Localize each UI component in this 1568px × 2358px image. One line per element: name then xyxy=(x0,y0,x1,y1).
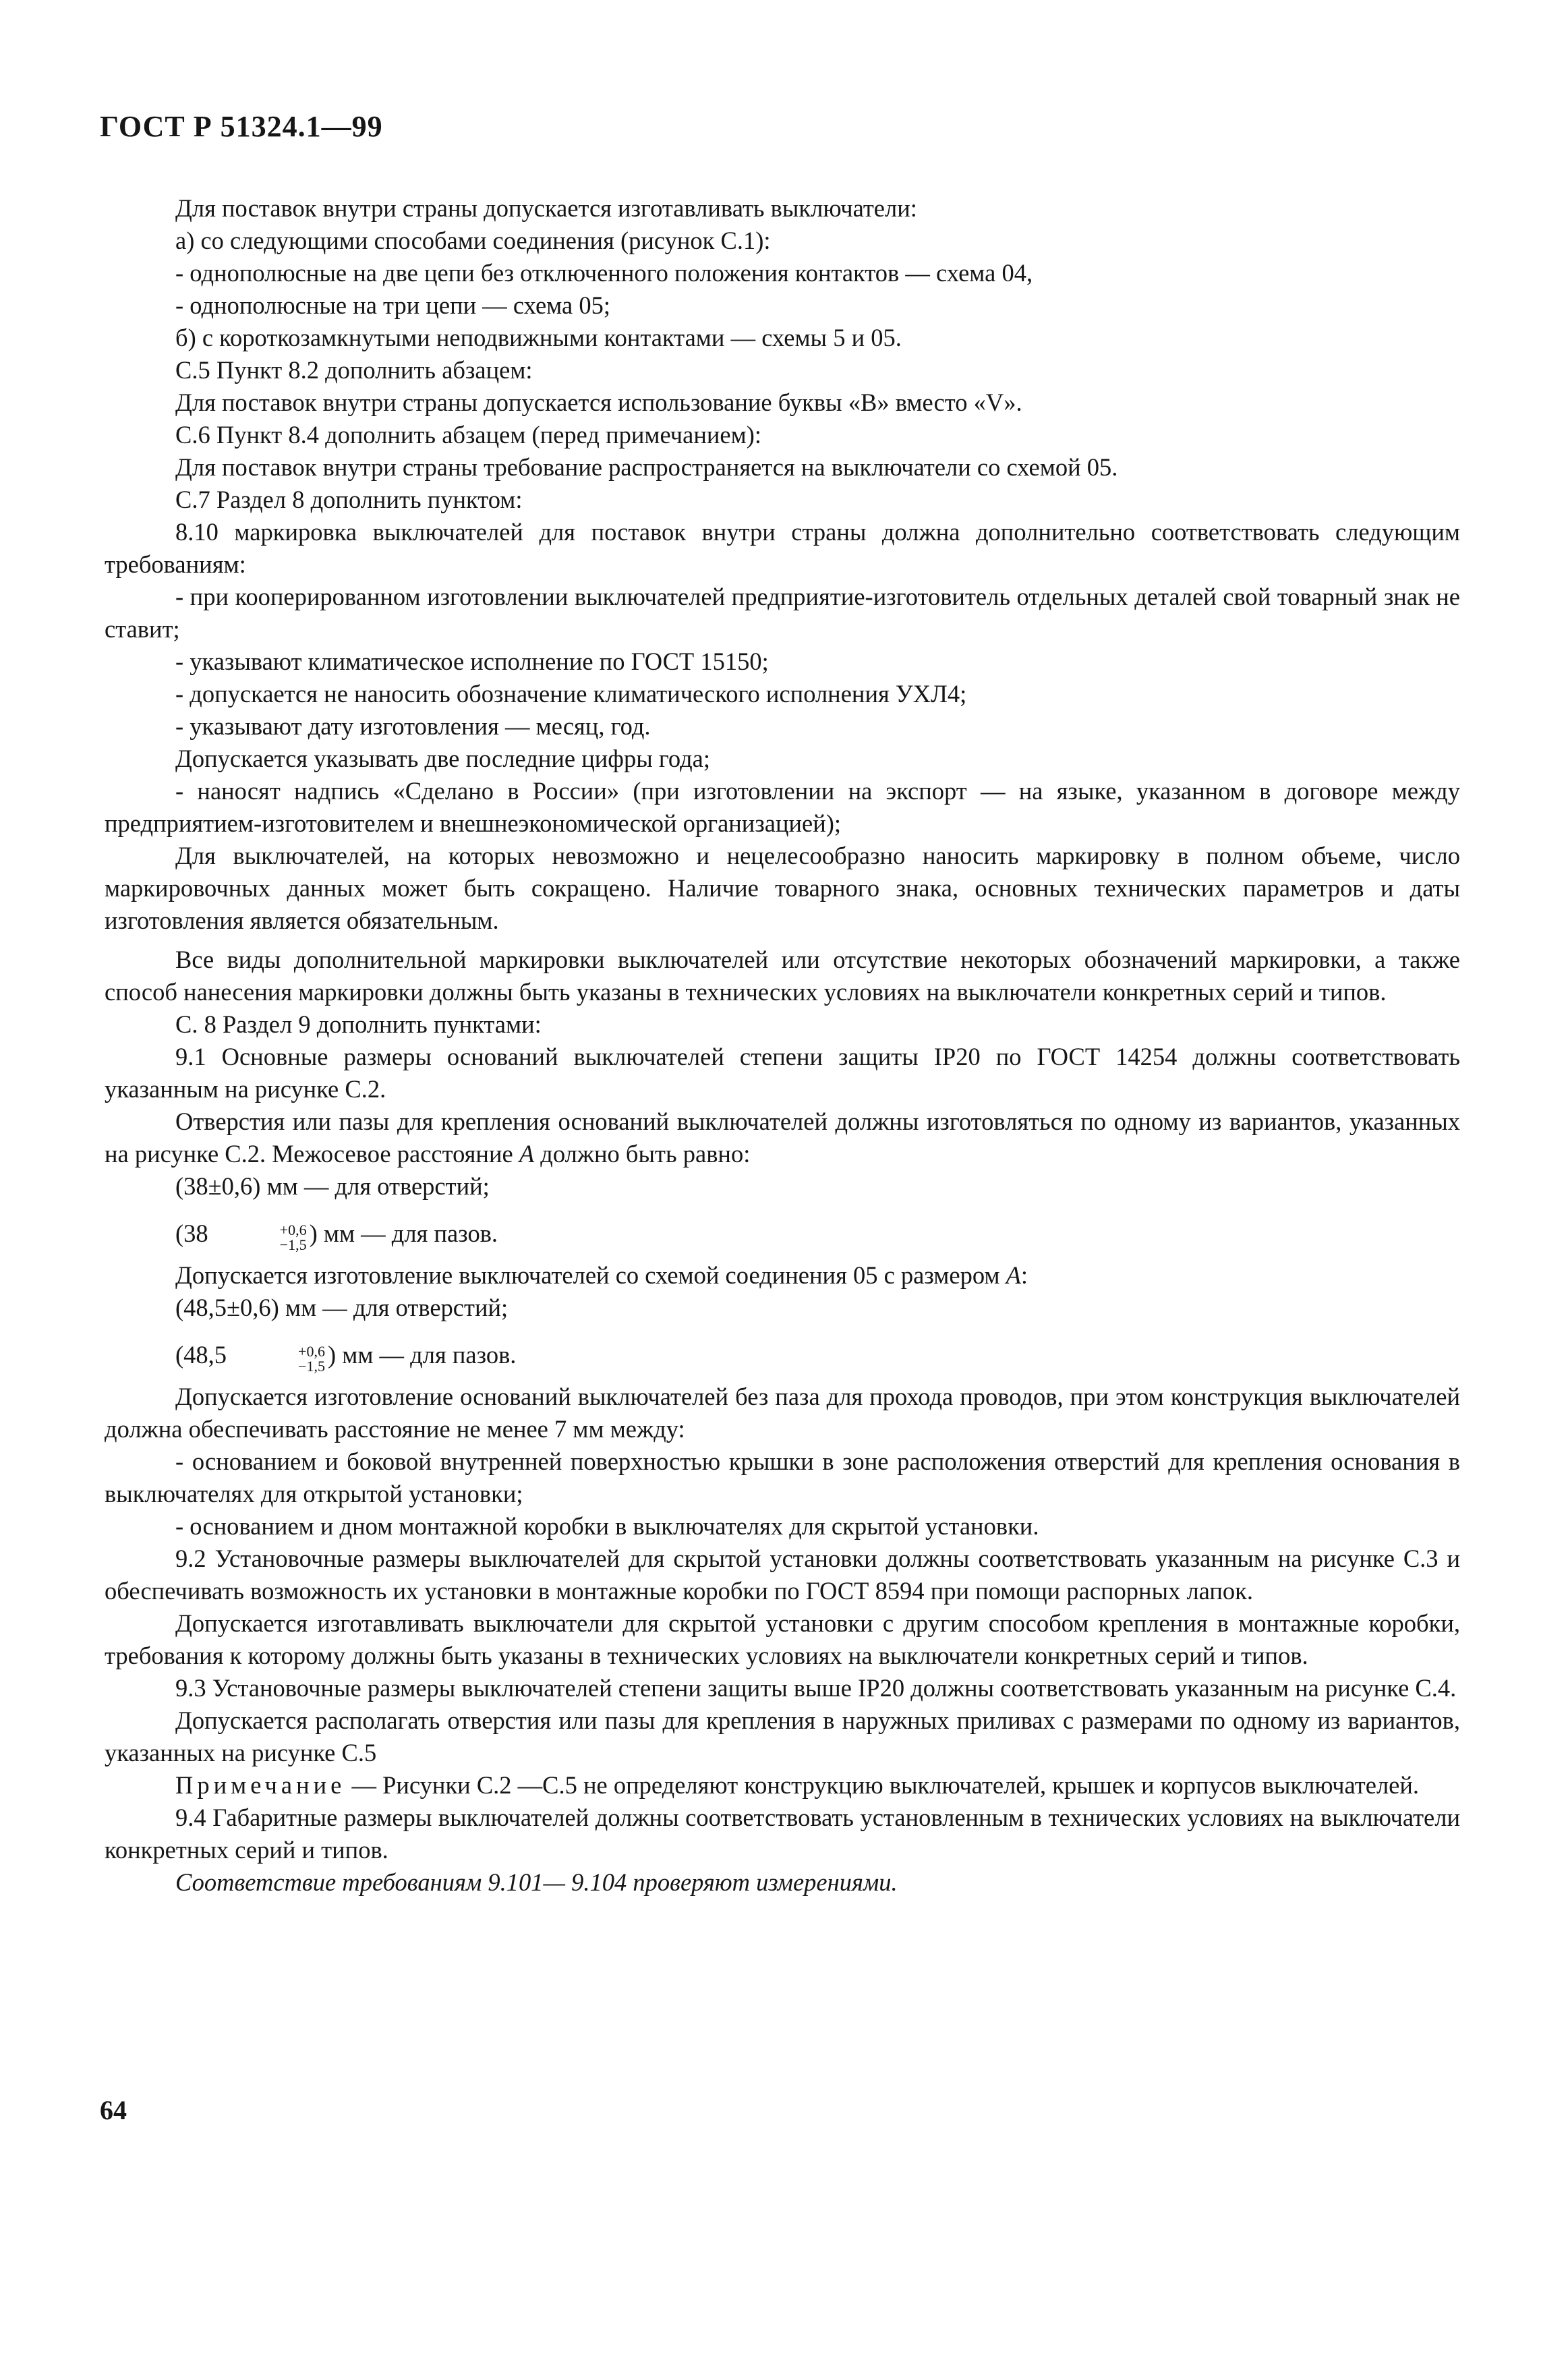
paragraph: Допускается располагать отверстия или пазы для крепления в наружных приливах с размерами по одному из вариантов, указанных на рисунке С.5 xyxy=(105,1706,1460,1766)
page-number: 64 xyxy=(100,2095,127,2125)
tolerance-upper: +0,6 xyxy=(298,1343,325,1360)
tolerance-lower: −1,5 xyxy=(279,1236,307,1253)
paragraph: Допускается изготовление оснований выключателей без паза для прохода проводов, при этом конструкция выключателей должна обеспечивать расстояние не менее 7 мм между: xyxy=(105,1383,1460,1443)
tolerance-lower: −1,5 xyxy=(298,1358,325,1375)
paragraph: Для поставок внутри страны допускается использование буквы «В» вместо «V». xyxy=(175,389,1022,416)
paragraph: а) со следующими способами соединения (рисунок С.1): xyxy=(175,227,771,254)
list-item: - однополюсные на две цепи без отключенного положения контактов — схема 04, xyxy=(175,259,1033,287)
list-item: - указывают дату изготовления — месяц, год. xyxy=(175,712,651,740)
document-body xyxy=(105,192,1460,1899)
list-item: - однополюсные на три цепи — схема 05; xyxy=(175,291,610,319)
note-label: Примечание xyxy=(175,1771,346,1799)
paragraph: 9.3 Установочные размеры выключателей степени защиты выше IP20 должны соответствовать указанным на рисунке С.4. xyxy=(175,1674,1457,1702)
paragraph: Для поставок внутри страны требование распространяется на выключатели со схемой 05. xyxy=(175,453,1118,481)
paragraph: Для поставок внутри страны допускается изготавливать выключатели: xyxy=(175,194,917,222)
section-heading: С. 8 Раздел 9 дополнить пунктами: xyxy=(175,1010,542,1038)
variable-a: А xyxy=(519,1140,535,1168)
paragraph: 8.10 маркировка выключателей для поставок внутри страны должна дополнительно соответствовать следующим требованиям: xyxy=(105,518,1460,578)
note-text: — Рисунки С.2 —С.5 не определяют конструкцию выключателей, крышек и корпусов выключателей. xyxy=(345,1771,1420,1799)
paragraph-text: Допускается изготовление выключателей со схемой соединения 05 с размером xyxy=(175,1261,1006,1289)
paragraph: Для выключателей, на которых невозможно и нецелесообразно наносить маркировку в полном объеме, число маркировочных данных может быть сокращено. Наличие товарного знака, основных технических параметров и даты изготовления является обязательным. xyxy=(105,842,1460,934)
paragraph-text: : xyxy=(1020,1261,1028,1289)
paragraph: Допускается указывать две последние цифры года; xyxy=(175,745,711,772)
dimension-line: (38±0,6) мм — для отверстий; xyxy=(175,1172,490,1200)
paragraph xyxy=(105,1105,1460,1170)
dimension-base: (48,5 xyxy=(175,1341,227,1369)
paragraph: 9.1 Основные размеры оснований выключателей степени защиты IP20 по ГОСТ 14254 должны соответствовать указанным на рисунке С.2. xyxy=(105,1043,1460,1103)
note xyxy=(105,1769,1460,1802)
paragraph-text: Отверстия или пазы для крепления оснований выключателей должны изготовляться по одному из вариантов, указанных на рисунке С.2. Межосевое расстояние xyxy=(105,1108,1460,1168)
dimension-base: (38 xyxy=(175,1219,208,1247)
verification-note: Соответствие требованиям 9.101— 9.104 проверяют измерениями. xyxy=(175,1868,898,1896)
section-heading: С.7 Раздел 8 дополнить пунктом: xyxy=(175,486,523,513)
list-item: - основанием и боковой внутренней поверхностью крышки в зоне расположения отверстий для крепления основания в выключателях для открытой установки; xyxy=(105,1447,1460,1507)
paragraph: Все виды дополнительной маркировки выключателей или отсутствие некоторых обозначений маркировки, а также способ нанесения маркировки должны быть указаны в технических условиях на выключатели конкретных серий и типов. xyxy=(105,946,1460,1006)
standard-title: ГОСТ Р 51324.1—99 xyxy=(100,110,383,143)
paragraph: б) с короткозамкнутыми неподвижными контактами — схемы 5 и 05. xyxy=(175,324,902,351)
list-item: - указывают климатическое исполнение по ГОСТ 15150; xyxy=(175,648,769,675)
variable-a: А xyxy=(1006,1261,1021,1289)
dimension-line xyxy=(105,1339,1460,1374)
tolerance-upper: +0,6 xyxy=(279,1221,307,1238)
list-item: - допускается не наносить обозначение климатического исполнения УХЛ4; xyxy=(175,680,967,708)
tolerance xyxy=(227,1344,325,1374)
dimension-line xyxy=(105,1217,1460,1253)
tolerance xyxy=(209,1223,307,1253)
list-item: - при кооперированном изготовлении выключателей предприятие-изготовитель отдельных деталей свой товарный знак не ставит; xyxy=(105,583,1460,643)
list-item: - основанием и дном монтажной коробки в выключателях для скрытой установки. xyxy=(175,1512,1039,1540)
paragraph: 9.2 Установочные размеры выключателей для скрытой установки должны соответствовать указанным на рисунке С.3 и обеспечивать возможность их установки в монтажные коробки по ГОСТ 8594 при помощи распорных лапок. xyxy=(105,1545,1460,1605)
dimension-line: (48,5±0,6) мм — для отверстий; xyxy=(175,1294,509,1321)
section-heading: С.5 Пункт 8.2 дополнить абзацем: xyxy=(175,356,533,384)
paragraph xyxy=(105,1259,1460,1292)
paragraph: 9.4 Габаритные размеры выключателей должны соответствовать установленным в технических условиях на выключатели конкретных серий и типов. xyxy=(105,1804,1460,1864)
section-heading: С.6 Пункт 8.4 дополнить абзацем (перед примечанием): xyxy=(175,421,762,449)
dimension-tail: ) мм — для пазов. xyxy=(309,1219,498,1247)
paragraph: Допускается изготавливать выключатели для скрытой установки с другим способом крепления в монтажные коробки, требования к которому должны быть указаны в технических условиях на выключатели конкретных серий и типов. xyxy=(105,1609,1460,1669)
paragraph-text: должно быть равно: xyxy=(534,1140,751,1168)
list-item: - наносят надпись «Сделано в России» (при изготовлении на экспорт — на языке, указанном в договоре между предприятием-изготовителем и внешнеэкономической организацией); xyxy=(105,777,1460,837)
dimension-tail: ) мм — для пазов. xyxy=(327,1341,517,1369)
